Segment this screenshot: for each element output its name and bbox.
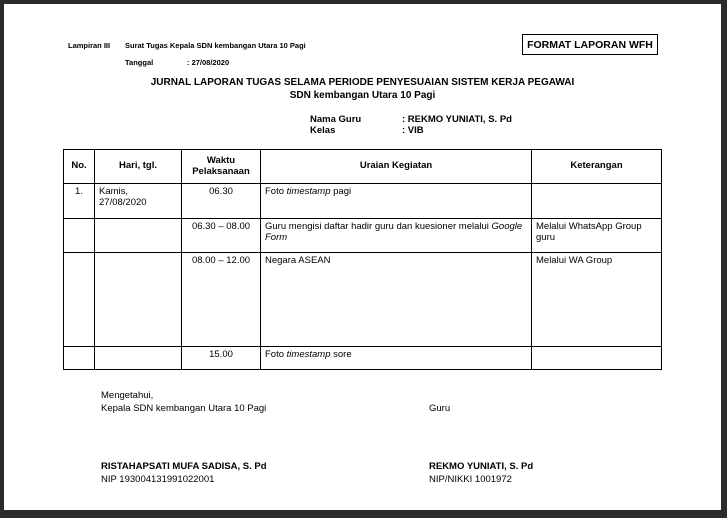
document-page — [4, 4, 721, 510]
guru-role: Guru — [429, 403, 451, 414]
kepala-name — [101, 461, 267, 472]
tanggal-value: : 27/08/2020 — [187, 58, 230, 67]
uraian-italic: timestamp — [286, 349, 331, 360]
cell-hari: Kamis, 27/08/2020 — [95, 184, 182, 219]
cell-keterangan: Melalui WhatsApp Group guru — [532, 219, 662, 253]
uraian-text: Foto — [265, 186, 287, 197]
guru-name — [429, 461, 533, 472]
tanggal-label: Tanggal — [125, 58, 154, 67]
cell-hari — [95, 347, 182, 370]
cell-uraian — [261, 184, 532, 219]
uraian-text: Guru mengisi daftar hadir guru dan kuesioner melalui — [265, 221, 492, 232]
kelas-value: : VIB — [402, 125, 424, 136]
format-box — [522, 34, 658, 55]
cell-uraian — [261, 253, 532, 347]
nama-guru-label: Nama Guru — [310, 114, 362, 125]
guru-nip: NIP/NIKKI 1001972 — [429, 474, 512, 485]
table-row — [64, 219, 662, 253]
table-row — [64, 184, 662, 219]
cell-no: 1. — [64, 184, 95, 219]
cell-no — [64, 253, 95, 347]
lampiran-label: Lampiran III — [68, 41, 111, 50]
cell-waktu: 06.30 — [182, 184, 261, 219]
cell-waktu: 15.00 — [182, 347, 261, 370]
cell-keterangan — [532, 347, 662, 370]
lampiran-text: Surat Tugas Kepala SDN kembangan Utara 10 Pagi — [125, 41, 306, 50]
col-header-uraian: Uraian Kegiatan — [261, 150, 532, 184]
format-box-label: FORMAT LAPORAN WFH — [527, 38, 653, 51]
page-subtitle: SDN kembangan Utara 10 Pagi — [289, 90, 436, 101]
col-header-keterangan: Keterangan — [532, 150, 662, 184]
cell-no — [64, 347, 95, 370]
uraian-italic: timestamp — [286, 186, 331, 197]
table-row — [64, 253, 662, 347]
uraian-text-end: pagi — [330, 186, 352, 197]
cell-hari — [95, 253, 182, 347]
cell-no — [64, 219, 95, 253]
journal-table — [63, 149, 662, 370]
uraian-text: Negara ASEAN — [265, 255, 331, 266]
nama-guru-value: : REKMO YUNIATI, S. Pd — [402, 114, 512, 125]
table-header-row — [64, 150, 662, 184]
cell-keterangan — [532, 184, 662, 219]
cell-uraian — [261, 347, 532, 370]
page-title: JURNAL LAPORAN TUGAS SELAMA PERIODE PENYESUAIAN SISTEM KERJA PEGAWAI — [150, 77, 575, 88]
kepala-name-text: RISTAHAPSATI MUFA SADISA, S. Pd — [101, 461, 267, 472]
table-row — [64, 347, 662, 370]
uraian-italic: Google Form — [265, 221, 523, 243]
col-header-no: No. — [64, 150, 95, 184]
cell-keterangan: Melalui WA Group — [532, 253, 662, 347]
cell-waktu: 06.30 – 08.00 — [182, 219, 261, 253]
cell-waktu: 08.00 – 12.00 — [182, 253, 261, 347]
cell-hari — [95, 219, 182, 253]
kelas-label: Kelas — [310, 125, 336, 136]
cell-uraian — [261, 219, 532, 253]
col-header-waktu: Waktu Pelaksanaan — [182, 150, 261, 184]
col-header-hari: Hari, tgl. — [95, 150, 182, 184]
kepala-nip: NIP 193004131991022001 — [101, 474, 215, 485]
mengetahui-text: Mengetahui, — [101, 390, 154, 401]
kepala-role: Kepala SDN kembangan Utara 10 Pagi — [101, 403, 267, 414]
guru-name-text: REKMO YUNIATI, S. Pd — [429, 461, 534, 472]
uraian-text-end: sore — [330, 349, 352, 360]
uraian-text: Foto — [265, 349, 287, 360]
